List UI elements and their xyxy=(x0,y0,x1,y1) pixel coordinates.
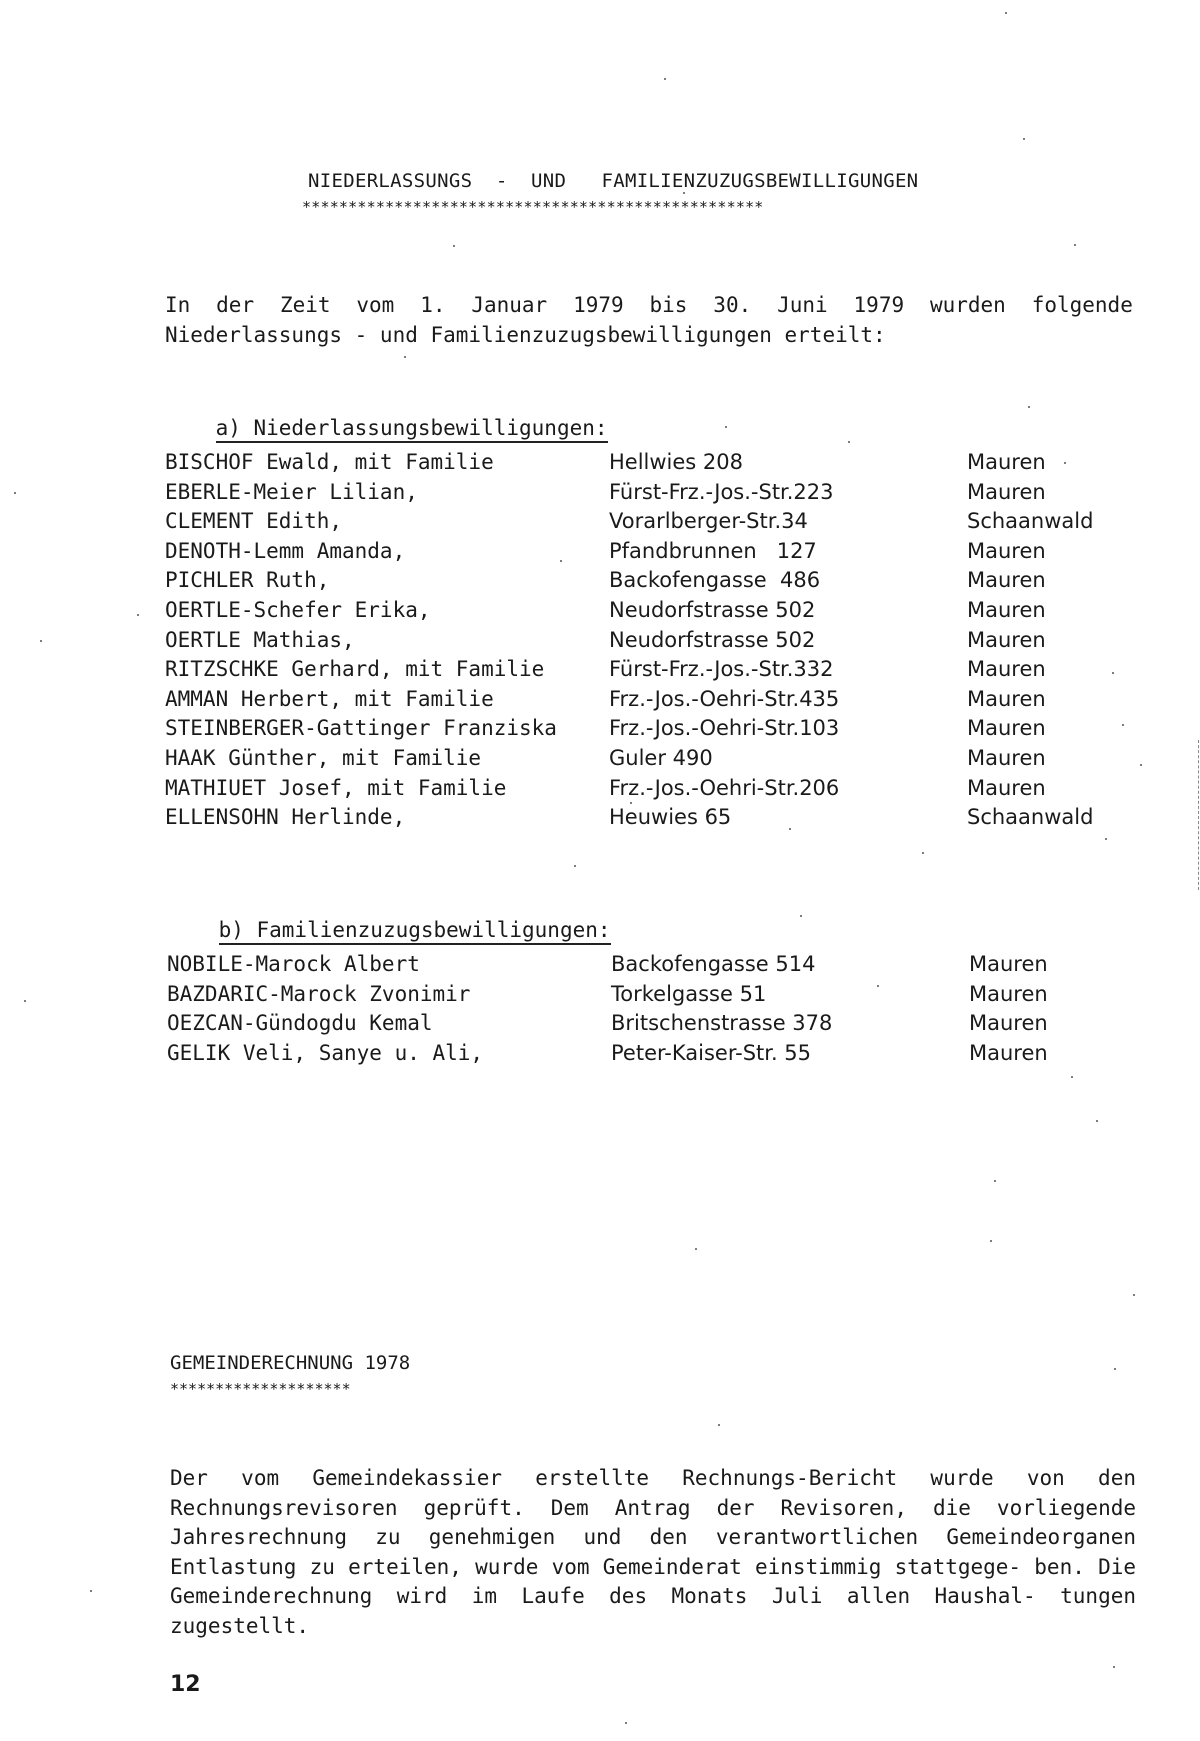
list-row xyxy=(165,568,1125,598)
place-name: Mauren xyxy=(967,597,1046,622)
person-name: NOBILE-Marock Albert xyxy=(167,952,420,976)
list-row xyxy=(165,628,1125,658)
intro-word: 1. xyxy=(420,293,446,317)
list-row xyxy=(167,982,1127,1012)
scan-speck xyxy=(40,640,42,642)
scan-speck xyxy=(625,1722,627,1724)
person-name: PICHLER Ruth, xyxy=(165,568,330,593)
intro-word: Juni xyxy=(777,293,828,317)
person-name: BISCHOF Ewald, mit Familie xyxy=(165,450,494,474)
gemeinderechnung-title: GEMEINDERECHNUNG 1978 xyxy=(170,1352,411,1374)
street-address: Britschenstrasse 378 xyxy=(611,1011,833,1036)
street-address: Frz.-Jos.-Oehri-Str.206 xyxy=(609,775,840,800)
intro-word: folgende xyxy=(1031,293,1133,317)
list-row xyxy=(165,746,1125,776)
place-name: Mauren xyxy=(967,775,1046,800)
intro-word: der xyxy=(216,293,255,317)
street-address: Backofengasse 514 xyxy=(611,952,816,976)
list-row xyxy=(165,657,1125,687)
person-name: GELIK Veli, Sanye u. Ali, xyxy=(167,1040,484,1065)
list-row xyxy=(167,952,1127,982)
scan-speck xyxy=(877,985,879,987)
gemeinderechnung-asterisk-rule: ******************** xyxy=(170,1380,351,1398)
person-name: CLEMENT Edith, xyxy=(165,509,343,534)
street-address: Neudorfstrasse 502 xyxy=(609,597,816,622)
section-b-heading: b) Familienzuzugsbewilligungen: xyxy=(168,894,611,966)
page-number: 12 xyxy=(170,1672,201,1697)
street-address: Vorarlberger-Str.34 xyxy=(609,509,808,534)
intro-word: 1979 xyxy=(573,293,624,317)
scan-speck xyxy=(1122,724,1124,726)
scan-speck xyxy=(1114,1368,1116,1370)
street-address: Backofengasse 486 xyxy=(609,568,821,593)
intro-word: 30. xyxy=(713,293,752,317)
street-address: Frz.-Jos.-Oehri-Str.103 xyxy=(609,716,840,741)
place-name: Mauren xyxy=(969,981,1048,1006)
page-title: NIEDERLASSUNGS - UND FAMILIENZUZUGSBEWILLIGUNGEN xyxy=(308,170,919,192)
place-name: Mauren xyxy=(967,568,1046,593)
scan-speck xyxy=(137,614,139,616)
intro-word: wurden xyxy=(929,293,1006,317)
place-name: Schaanwald xyxy=(967,805,1094,830)
person-name: STEINBERGER-Gattinger Franziska xyxy=(165,716,557,741)
place-name: Mauren xyxy=(967,627,1046,652)
list-row xyxy=(165,509,1125,539)
scan-speck xyxy=(1133,1294,1135,1296)
intro-line-1 xyxy=(165,290,1133,320)
person-name: OERTLE Mathias, xyxy=(165,627,355,652)
scan-speck xyxy=(1005,12,1007,14)
list-row xyxy=(167,1041,1127,1071)
place-name: Mauren xyxy=(967,657,1046,682)
intro-word: In xyxy=(165,293,191,317)
scan-speck xyxy=(725,426,727,428)
person-name: BAZDARIC-Marock Zvonimir xyxy=(167,981,471,1006)
place-name: Mauren xyxy=(967,538,1046,563)
intro-word: Januar xyxy=(471,293,548,317)
scan-speck xyxy=(683,192,685,194)
list-row xyxy=(165,805,1125,835)
intro-word: vom xyxy=(356,293,395,317)
scan-speck xyxy=(922,852,924,854)
street-address: Frz.-Jos.-Oehri-Str.435 xyxy=(609,686,840,711)
scan-speck xyxy=(574,865,576,867)
street-address: Hellwies 208 xyxy=(609,450,744,474)
intro-paragraph xyxy=(165,290,1133,350)
scan-speck xyxy=(24,1000,26,1002)
list-row xyxy=(167,1011,1127,1041)
place-name: Schaanwald xyxy=(967,509,1094,534)
list-row xyxy=(165,687,1125,717)
intro-word: 1979 xyxy=(853,293,905,317)
person-name: DENOTH-Lemm Amanda, xyxy=(165,538,406,563)
section-b-list xyxy=(167,952,1127,1070)
street-address: Heuwies 65 xyxy=(609,805,732,830)
list-row xyxy=(165,716,1125,746)
scan-speck xyxy=(1023,138,1025,140)
list-row xyxy=(165,598,1125,628)
place-name: Mauren xyxy=(967,450,1046,474)
scan-speck xyxy=(800,915,802,917)
street-address: Neudorfstrasse 502 xyxy=(609,627,816,652)
scan-speck xyxy=(1105,838,1107,840)
person-name: OEZCAN-Gündogdu Kemal xyxy=(167,1011,433,1036)
place-name: Mauren xyxy=(969,1011,1048,1036)
place-name: Mauren xyxy=(969,1040,1048,1065)
scan-speck xyxy=(1064,462,1066,464)
place-name: Mauren xyxy=(967,686,1046,711)
place-name: Mauren xyxy=(967,745,1046,770)
scan-speck xyxy=(990,1240,992,1242)
intro-line-2: Niederlassungs - und Familienzuzugsbewilligungen erteilt: xyxy=(165,323,886,347)
list-row xyxy=(165,539,1125,569)
street-address: Fürst-Frz.-Jos.-Str.223 xyxy=(609,479,834,504)
scan-speck xyxy=(664,78,666,80)
person-name: MATHIUET Josef, mit Familie xyxy=(165,775,507,800)
scan-speck xyxy=(994,1180,996,1182)
person-name: AMMAN Herbert, mit Familie xyxy=(165,686,494,711)
list-row xyxy=(165,480,1125,510)
scan-speck xyxy=(404,356,406,358)
person-name: ELLENSOHN Herlinde, xyxy=(165,805,406,830)
list-row xyxy=(165,450,1125,480)
scan-speck xyxy=(1071,1076,1073,1078)
scan-speck xyxy=(1112,672,1114,674)
scan-speck xyxy=(1096,1120,1098,1122)
street-address: Guler 490 xyxy=(609,745,713,770)
person-name: EBERLE-Meier Lilian, xyxy=(165,479,418,504)
place-name: Mauren xyxy=(967,479,1046,504)
gemeinderechnung-paragraph: Der vom Gemeindekassier erstellte Rechnungs-Bericht wurde von den Rechnungsrevisoren geprüft. Dem Antrag der Revisoren, die vorliegende Jahresrechnung zu genehmigen und den verantwortlichen Gemeindeorganen Entlastung zu erteilen, wurde vom Gemeinderat einstimmig stattgege- ben. Die Gemeinderechnung wird im Laufe des Monats Juli allen Haushal- tungen zugestellt. xyxy=(170,1466,1136,1638)
section-a-list xyxy=(165,450,1125,835)
scan-speck xyxy=(630,802,632,804)
scan-speck xyxy=(14,492,16,494)
intro-word: Zeit xyxy=(279,293,331,317)
street-address: Pfandbrunnen 127 xyxy=(609,538,817,563)
scan-speck xyxy=(90,1590,92,1592)
street-address: Torkelgasse 51 xyxy=(611,981,767,1006)
intro-word: bis xyxy=(649,293,688,317)
scan-speck xyxy=(1074,244,1076,246)
street-address: Peter-Kaiser-Str. 55 xyxy=(611,1040,812,1065)
scan-speck xyxy=(1028,406,1030,408)
street-address: Fürst-Frz.-Jos.-Str.332 xyxy=(609,657,834,682)
person-name: HAAK Günther, mit Familie xyxy=(165,745,482,770)
scan-speck xyxy=(1113,1666,1115,1668)
list-row xyxy=(165,776,1125,806)
scan-speck xyxy=(789,828,791,830)
scan-speck xyxy=(848,441,850,443)
scan-speck xyxy=(718,1424,720,1426)
scan-speck xyxy=(560,560,562,562)
section-a-heading: a) Niederlassungsbewilligungen: xyxy=(165,392,608,464)
title-asterisk-rule: ************************************************** xyxy=(302,198,764,216)
place-name: Mauren xyxy=(967,716,1046,741)
person-name: RITZSCHKE Gerhard, mit Familie xyxy=(165,657,545,682)
scan-speck xyxy=(1140,764,1142,766)
scan-speck xyxy=(453,245,455,247)
place-name: Mauren xyxy=(969,952,1048,976)
person-name: OERTLE-Schefer Erika, xyxy=(165,597,431,622)
scan-speck xyxy=(695,1248,697,1250)
